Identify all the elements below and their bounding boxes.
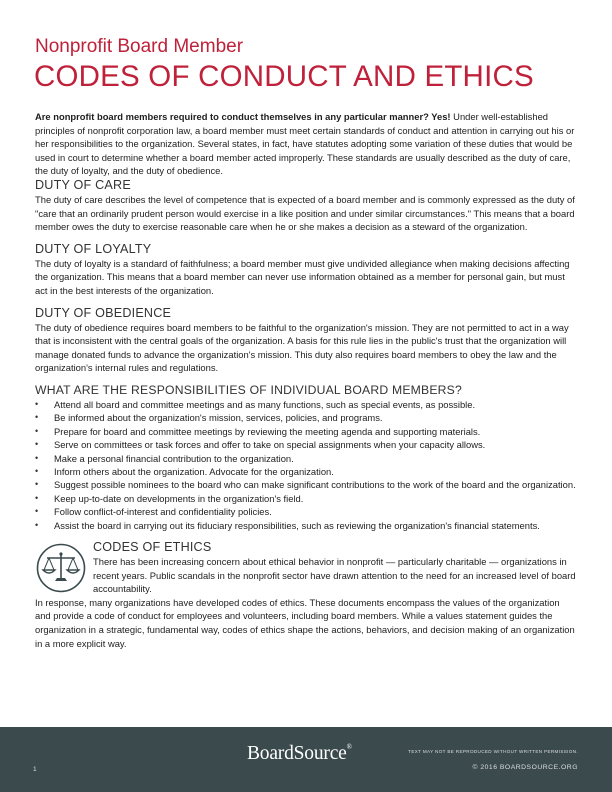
list-item-text: Suggest possible nominees to the board who can make significant contributions to the work of the board and the organization.	[54, 479, 576, 491]
list-item	[35, 519, 577, 532]
responsibilities-heading: WHAT ARE THE RESPONSIBILITIES OF INDIVIDUAL BOARD MEMBERS?	[35, 382, 462, 397]
bullet-icon: •	[35, 439, 39, 450]
list-item-text: Keep up-to-date on developments in the organization's field.	[54, 492, 304, 504]
list-item-text: Follow conflict-of-interest and confidentiality policies.	[54, 506, 272, 518]
bullet-icon: •	[35, 425, 39, 436]
codes-of-ethics-heading: CODES OF ETHICS	[93, 539, 212, 554]
scales-of-justice-icon	[35, 542, 87, 594]
duty-of-care-text: The duty of care describes the level of competence that is expected of a board member and is commonly expressed as the duty of "care that an ordinarily prudent person would exercise in a like position and under similar circumstances." This means that a board member owes the duty to exercise reasonable care when he or she makes a decision as a steward of the organization.	[35, 193, 575, 233]
list-item-text: Inform others about the organization. Advocate for the organization.	[54, 465, 334, 477]
list-item	[35, 492, 577, 505]
duty-of-loyalty-text: The duty of loyalty is a standard of faithfulness; a board member must give undivided allegiance when making decisions affecting the organization. This means that a board member can never use information obtained as a member for personal gain, but must act in the best interests of the organization.	[35, 257, 570, 296]
registered-mark: ®	[346, 743, 352, 751]
page-footer	[0, 727, 612, 792]
codes-of-ethics-text-indented: There has been increasing concern about ethical behavior in nonprofit — particularly charitable — organizations in recent years. Public scandals in the nonprofit sector have drawn attention to the need for an increased level of board accountability.	[93, 555, 576, 595]
copyright-link[interactable]: © 2016 BOARDSOURCE.ORG	[472, 764, 578, 771]
list-item	[35, 465, 577, 478]
document-body	[35, 110, 577, 650]
list-item-text: Attend all board and committee meetings and as many functions, such as special events, as possible.	[54, 398, 476, 410]
list-item	[35, 478, 577, 491]
list-item	[35, 438, 577, 451]
section-duty-of-obedience	[35, 306, 577, 375]
bullet-icon: •	[35, 412, 39, 423]
list-item	[35, 411, 577, 424]
section-duty-of-loyalty	[35, 242, 577, 298]
intro-lead: Are nonprofit board members required to conduct themselves in any particular manner? Yes!	[35, 111, 451, 122]
responsibilities-list	[35, 398, 577, 532]
list-item	[35, 425, 577, 438]
codes-of-ethics-text-full: In response, many organizations have developed codes of ethics. These documents encompass the values of the organization and provide a code of conduct for employees and volunteers, including board members. While a values statement guides the organization in a strategic, fundamental way, codes of ethics shape the actions, behaviors, and decision making of an organization in a more explicit way.	[35, 596, 575, 649]
codes-of-ethics-text	[35, 555, 577, 650]
bullet-icon: •	[35, 492, 39, 503]
bullet-icon: •	[35, 506, 39, 517]
duty-of-obedience-heading: DUTY OF OBEDIENCE	[35, 305, 172, 320]
list-item-text: Make a personal financial contribution to the organization.	[54, 452, 294, 464]
page-number: 1	[33, 766, 37, 773]
bullet-icon: •	[35, 465, 39, 476]
brand-name: BoardSource	[247, 743, 347, 764]
list-item	[35, 398, 577, 411]
document-title: CODES OF CONDUCT AND ETHICS	[34, 60, 534, 93]
intro-paragraph	[35, 110, 577, 178]
duty-of-obedience-text: The duty of obedience requires board members to be faithful to the organization's mission. They are not permitted to act in a way that is inconsistent with the central goals of the organization. A basis for this rule lies in the public's trust that the organization will manage donated funds to advance the organization's mission. This duty also requires board members to obey the law and the organization's internal rules and regulations.	[35, 321, 569, 374]
brand-logo	[247, 743, 352, 765]
intro-text: Under well-established principles of nonprofit corporation law, a board member must meet certain standards of conduct and attention in carrying out his or her responsibilities to the organization. Several states, in fact, have statutes adopting some variation of these duties that would be used in court to determine whether a board member acted improperly. These standards are usually described as the duty of care, the duty of loyalty, and the duty of obedience.	[35, 111, 575, 177]
bullet-icon: •	[35, 479, 39, 490]
bullet-icon: •	[35, 398, 39, 409]
bullet-icon: •	[35, 452, 39, 463]
bullet-icon: •	[35, 519, 39, 530]
reproduction-notice: TEXT MAY NOT BE REPRODUCED WITHOUT WRITTEN PERMISSION.	[408, 749, 578, 754]
section-codes-of-ethics	[35, 540, 577, 650]
list-item-text: Serve on committees or task forces and offer to take on special assignments when your capacity allows.	[54, 439, 486, 451]
list-item	[35, 505, 577, 518]
duty-of-care-heading: DUTY OF CARE	[35, 177, 131, 192]
duty-of-loyalty-heading: DUTY OF LOYALTY	[35, 241, 152, 256]
list-item	[35, 452, 577, 465]
section-duty-of-care	[35, 178, 577, 234]
list-item-text: Assist the board in carrying out its fiduciary responsibilities, such as reviewing the organization's financial statements.	[54, 519, 540, 531]
section-responsibilities	[35, 383, 577, 532]
list-item-text: Prepare for board and committee meetings by reviewing the meeting agenda and supporting materials.	[54, 425, 481, 437]
list-item-text: Be informed about the organization's mission, services, policies, and programs.	[54, 412, 383, 424]
document-kicker: Nonprofit Board Member	[35, 36, 244, 57]
